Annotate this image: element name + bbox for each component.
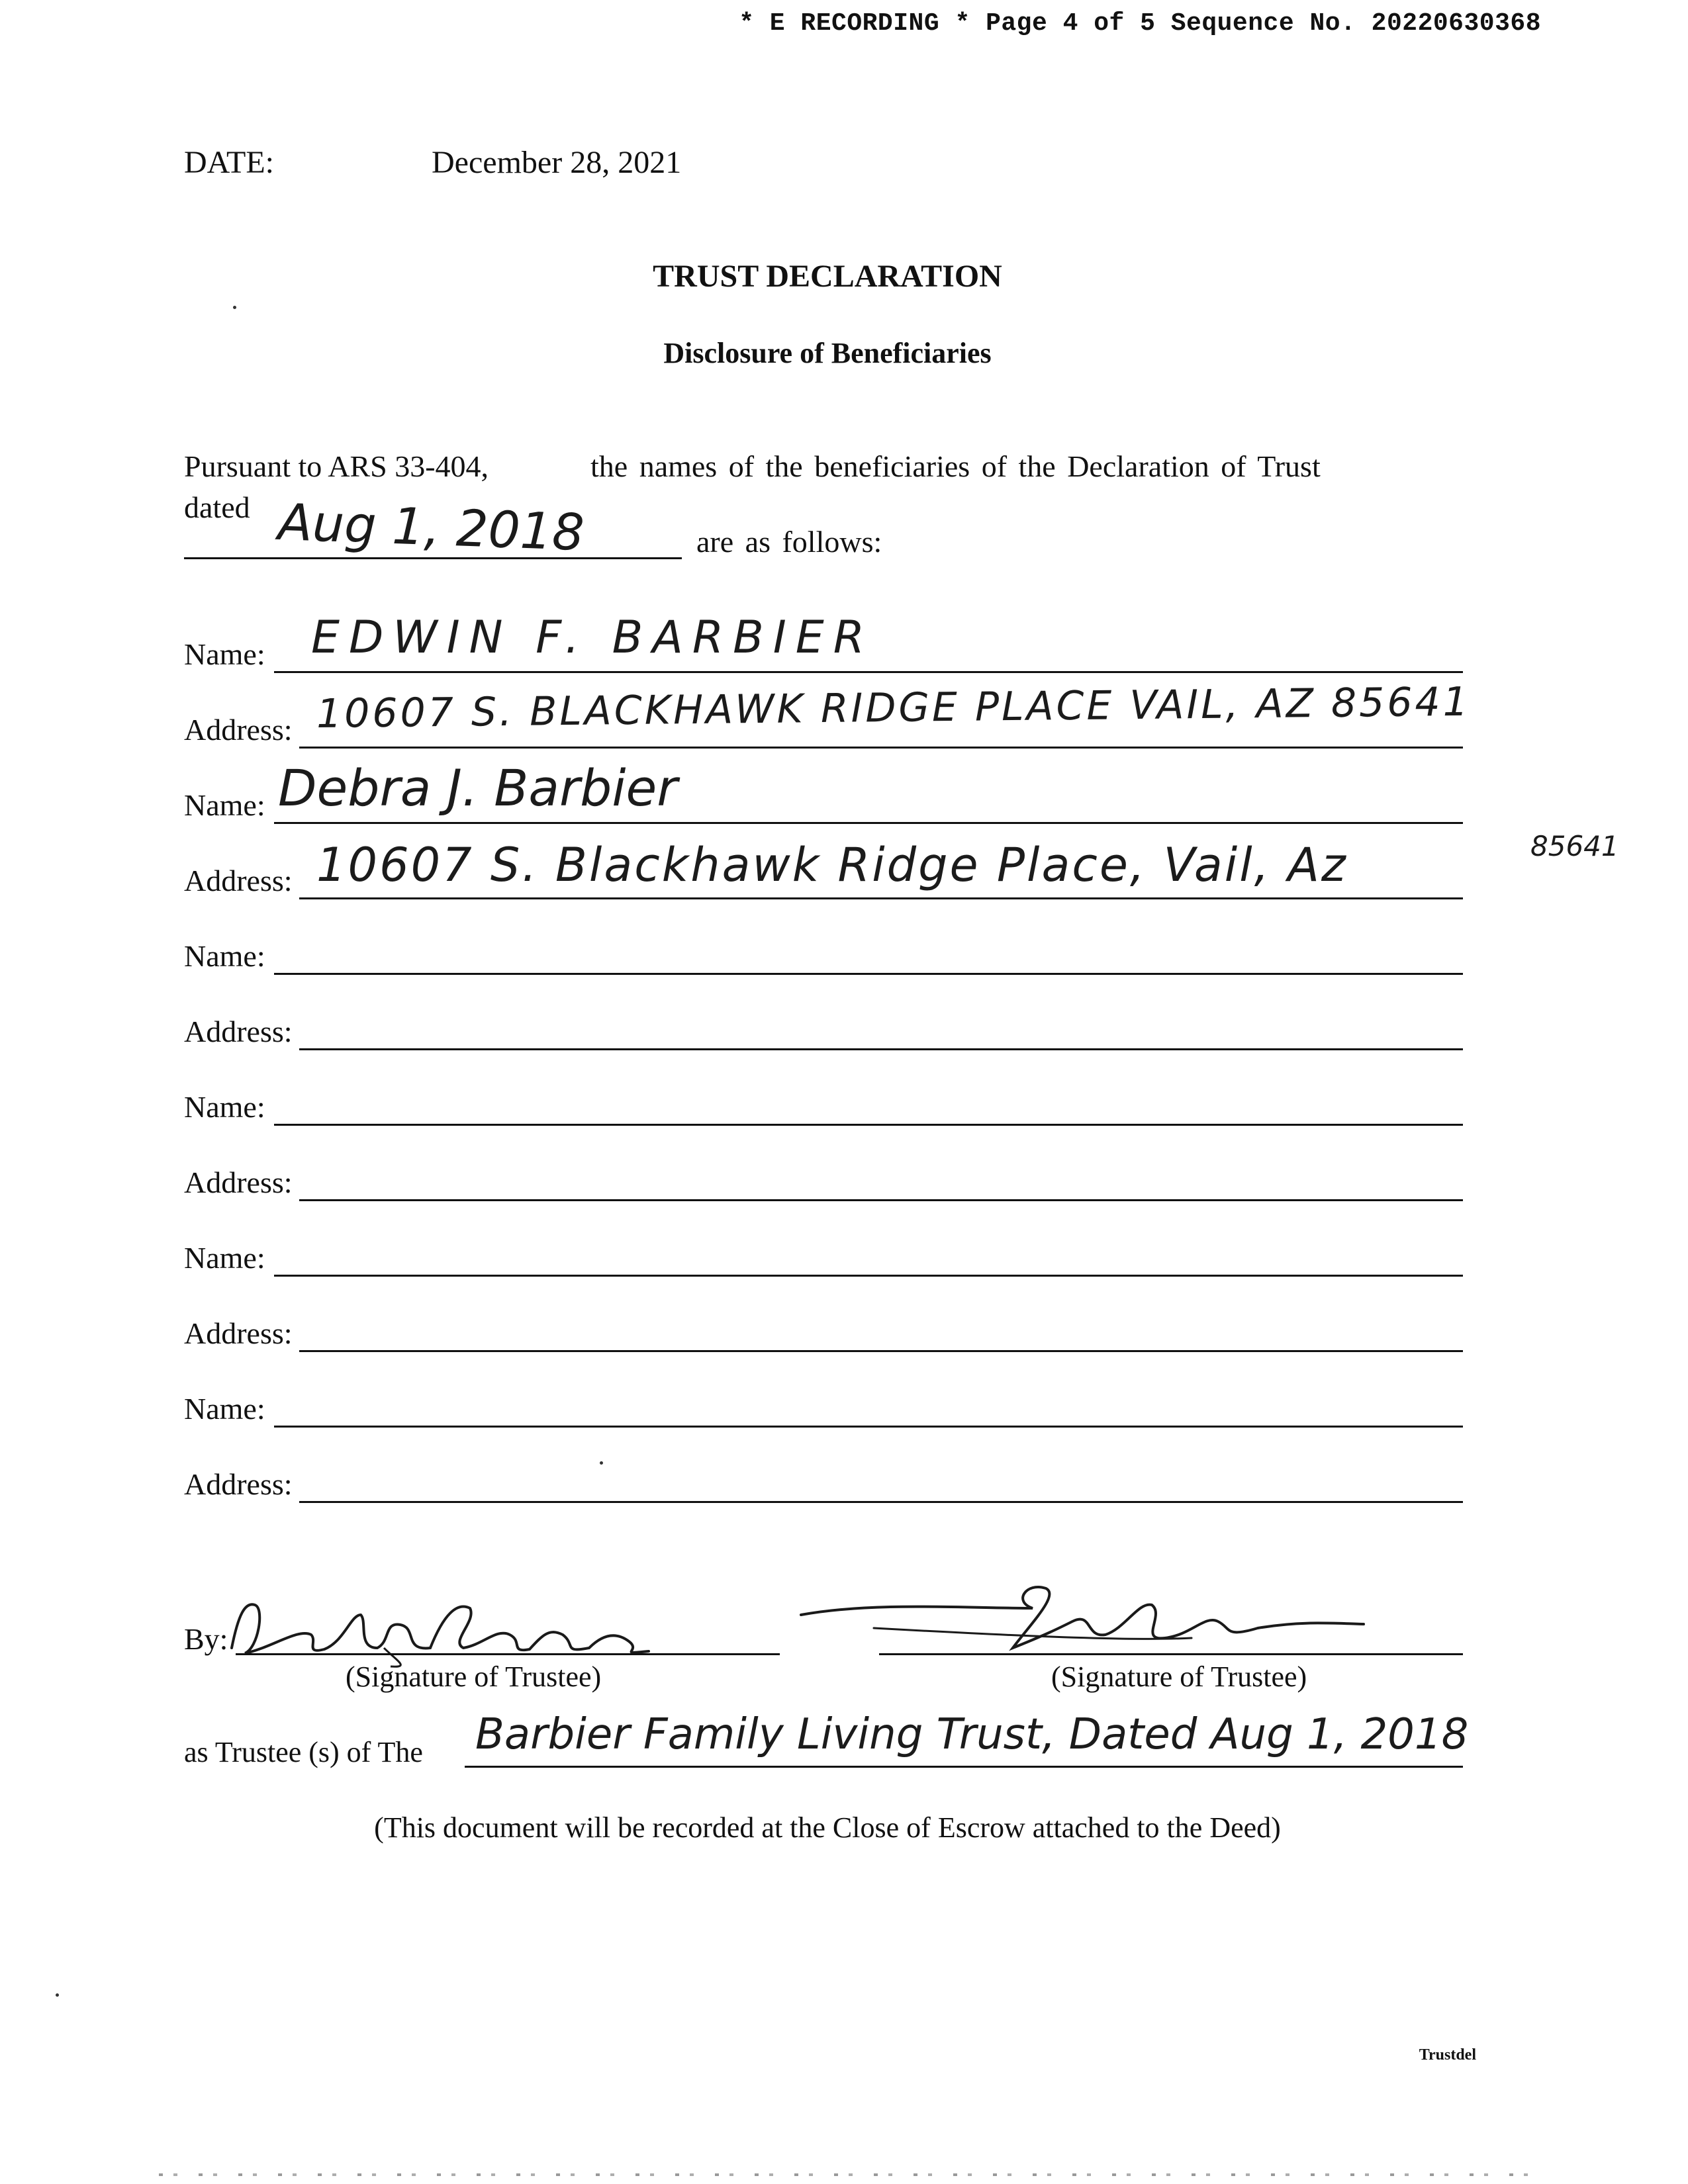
beneficiary-2-address: 10607 S. Blackhawk Ridge Place, Vail, Az (316, 838, 1348, 892)
trust-name-handwritten: Barbier Family Living Trust, Dated Aug 1, 2018 (475, 1710, 1469, 1759)
beneficiary-5-name-label: Name: (184, 1241, 265, 1275)
beneficiary-1-name-line (274, 671, 1463, 673)
scan-speck (600, 1461, 603, 1465)
beneficiary-4-address-line (299, 1199, 1463, 1201)
document-subtitle: Disclosure of Beneficiaries (663, 337, 992, 369)
by-label: By: (184, 1622, 228, 1656)
intro-text: the names of the beneficiaries of the Declaration of Trust (590, 449, 1321, 483)
trustee-1-caption: (Signature of Trustee) (346, 1661, 602, 1693)
beneficiary-6-address-label: Address: (184, 1467, 293, 1501)
trust-date-handwritten: Aug 1, 2018 (277, 492, 586, 563)
beneficiary-6-name-line (274, 1426, 1463, 1428)
beneficiary-4-address-label: Address: (184, 1165, 293, 1199)
beneficiary-2-name-label: Name: (184, 788, 265, 822)
trustee-2-caption: (Signature of Trustee) (1051, 1661, 1307, 1693)
recording-header: * E RECORDING * Page 4 of 5 Sequence No. 20220630368 (739, 9, 1541, 38)
beneficiary-3-address-label: Address: (184, 1015, 293, 1048)
beneficiary-5-address-label: Address: (184, 1316, 293, 1350)
beneficiary-1-address: 10607 S. BLACKHAWK RIDGE PLACE VAIL, AZ 85641 (316, 678, 1472, 737)
beneficiary-2-name-line (274, 822, 1463, 824)
document-title: TRUST DECLARATION (653, 259, 1002, 294)
beneficiary-2-name: Debra J. Barbier (278, 758, 678, 817)
beneficiary-5-address-line (299, 1350, 1463, 1352)
date-value: December 28, 2021 (432, 145, 682, 180)
beneficiary-3-name-label: Name: (184, 939, 265, 973)
trust-date-underline (184, 557, 682, 559)
beneficiary-3-name-line (274, 973, 1463, 975)
beneficiary-2-address-zip: 85641 (1530, 830, 1619, 862)
beneficiary-2-address-label: Address: (184, 864, 293, 897)
beneficiary-6-address-line (299, 1501, 1463, 1503)
scan-speck (56, 1993, 59, 1997)
scan-edge-artifact (159, 2173, 1549, 2176)
trust-name-line (465, 1766, 1463, 1768)
beneficiary-2-address-line (299, 897, 1463, 899)
intro-statute: Pursuant to ARS 33-404, (184, 449, 489, 483)
beneficiary-1-name-label: Name: (184, 637, 265, 671)
beneficiary-5-name-line (274, 1275, 1463, 1277)
trustee-1-signature-line (236, 1653, 780, 1655)
beneficiary-4-name-label: Name: (184, 1090, 265, 1124)
beneficiary-3-address-line (299, 1048, 1463, 1050)
beneficiary-1-address-line (299, 747, 1463, 749)
trustee-of-label: as Trustee (s) of The (184, 1736, 423, 1768)
trustee-2-signature-line (879, 1653, 1463, 1655)
footer-form-code: Trustdel (1419, 2046, 1476, 2064)
beneficiary-1-address-label: Address: (184, 713, 293, 747)
date-label: DATE: (184, 145, 274, 180)
beneficiary-6-name-label: Name: (184, 1392, 265, 1426)
beneficiary-1-name: EDWIN F. BARBIER (311, 612, 874, 664)
intro-follows: are as follows: (696, 525, 882, 559)
scan-speck (233, 306, 236, 309)
closing-note: (This document will be recorded at the Close of Escrow attached to the Deed) (374, 1811, 1281, 1844)
beneficiary-4-name-line (274, 1124, 1463, 1126)
intro-dated-label: dated (184, 490, 250, 524)
trustee-2-signature (794, 1575, 1390, 1661)
